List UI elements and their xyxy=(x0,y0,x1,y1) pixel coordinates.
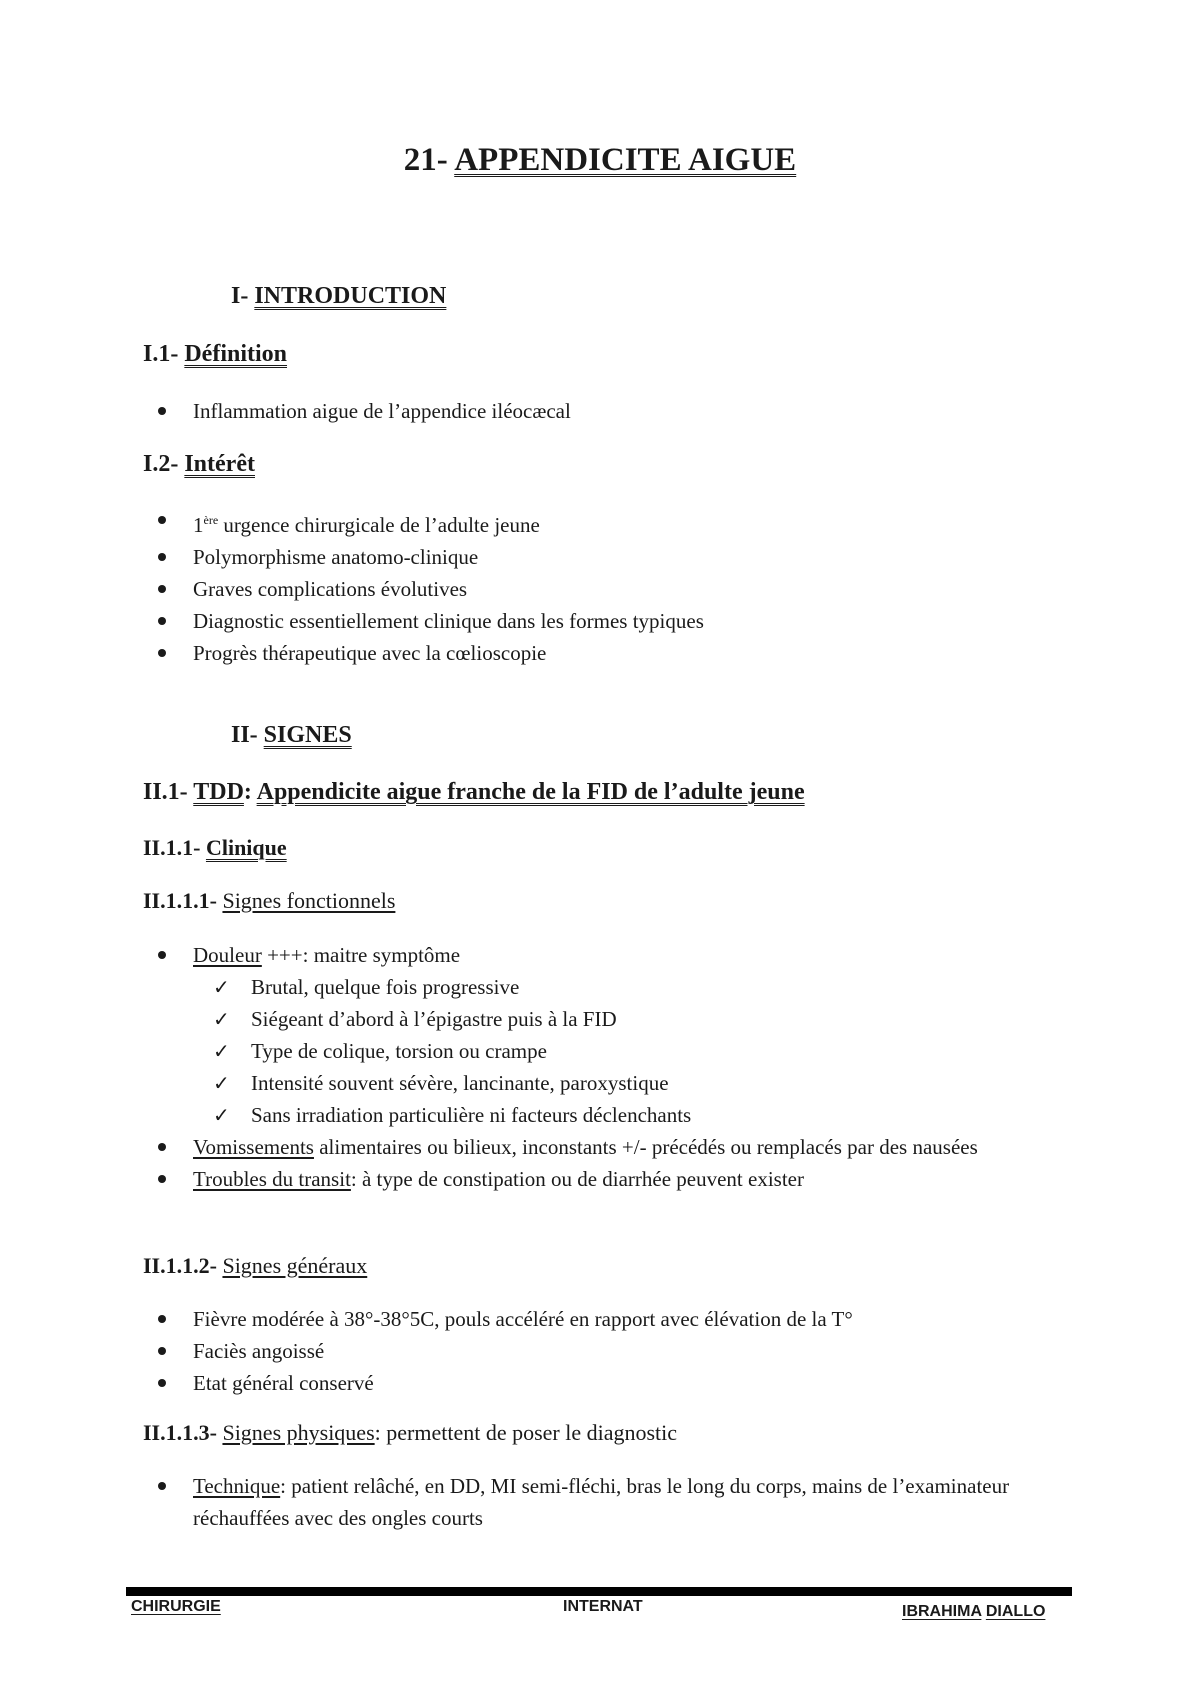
heading-definition: I.1- Définition xyxy=(143,341,288,367)
title-text: APPENDICITE AIGUE xyxy=(454,142,797,178)
heading-tdd: II.1- TDD: Appendicite aigue franche de la FID de l’adulte jeune xyxy=(143,779,805,805)
footer-divider xyxy=(126,1587,1072,1596)
list-item: Douleur +++: maitre symptôme xyxy=(143,939,1043,971)
check-item: ✓ Siégeant d’abord à l’épigastre puis à la FID xyxy=(143,1003,1043,1035)
heading-signes-physiques: II.1.1.3- Signes physiques: permettent de poser le diagnostic xyxy=(143,1420,678,1445)
page-title: 21- APPENDICITE AIGUE xyxy=(403,142,797,178)
signes-generaux-list xyxy=(143,1303,1043,1399)
heading-signes: II- SIGNES xyxy=(231,722,352,748)
footer-left: CHIRURGIE xyxy=(131,1598,221,1615)
heading-clinique: II.1.1- Clinique xyxy=(143,835,287,860)
check-item: ✓ Sans irradiation particulière ni facteurs déclenchants xyxy=(143,1099,1043,1131)
list-item: Graves complications évolutives xyxy=(143,573,1043,605)
list-item: Etat général conservé xyxy=(143,1367,1043,1399)
heading-interet: I.2- Intérêt xyxy=(143,451,255,477)
list-item: Diagnostic essentiellement clinique dans les formes typiques xyxy=(143,605,1043,637)
list-item: Inflammation aigue de l’appendice iléocæcal xyxy=(143,395,1043,427)
list-item: Technique: patient relâché, en DD, MI semi-fléchi, bras le long du corps, mains de l’examinateur réchauffées avec des ongles courts xyxy=(143,1470,1023,1534)
check-item: ✓ Type de colique, torsion ou crampe xyxy=(143,1035,1043,1067)
interet-list xyxy=(143,504,1043,669)
signes-fonctionnels-list xyxy=(143,939,1043,1195)
footer-center: INTERNAT xyxy=(563,1598,643,1615)
list-item: Vomissements alimentaires ou bilieux, inconstants +/- précédés ou remplacés par des nausées xyxy=(143,1131,1043,1163)
heading-signes-fonctionnels: II.1.1.1- Signes fonctionnels xyxy=(143,888,396,913)
check-item: ✓ Brutal, quelque fois progressive xyxy=(143,971,1043,1003)
signes-physiques-list xyxy=(143,1470,1023,1534)
list-item: Troubles du transit: à type de constipation ou de diarrhée peuvent exister xyxy=(143,1163,1043,1195)
heading-introduction: I- INTRODUCTION xyxy=(231,283,447,309)
list-item: Polymorphisme anatomo-clinique xyxy=(143,541,1043,573)
list-item: Faciès angoissé xyxy=(143,1335,1043,1367)
list-item: Progrès thérapeutique avec la cœlioscopie xyxy=(143,637,1043,669)
list-item: Fièvre modérée à 38°-38°5C, pouls accéléré en rapport avec élévation de la T° xyxy=(143,1303,1043,1335)
heading-signes-generaux: II.1.1.2- Signes généraux xyxy=(143,1253,368,1278)
definition-list xyxy=(143,395,1043,427)
check-item: ✓ Intensité souvent sévère, lancinante, paroxystique xyxy=(143,1067,1043,1099)
footer-right: IBRAHIMA DIALLO xyxy=(902,1603,1046,1620)
list-item: 1ère urgence chirurgicale de l’adulte jeune xyxy=(143,504,1043,541)
